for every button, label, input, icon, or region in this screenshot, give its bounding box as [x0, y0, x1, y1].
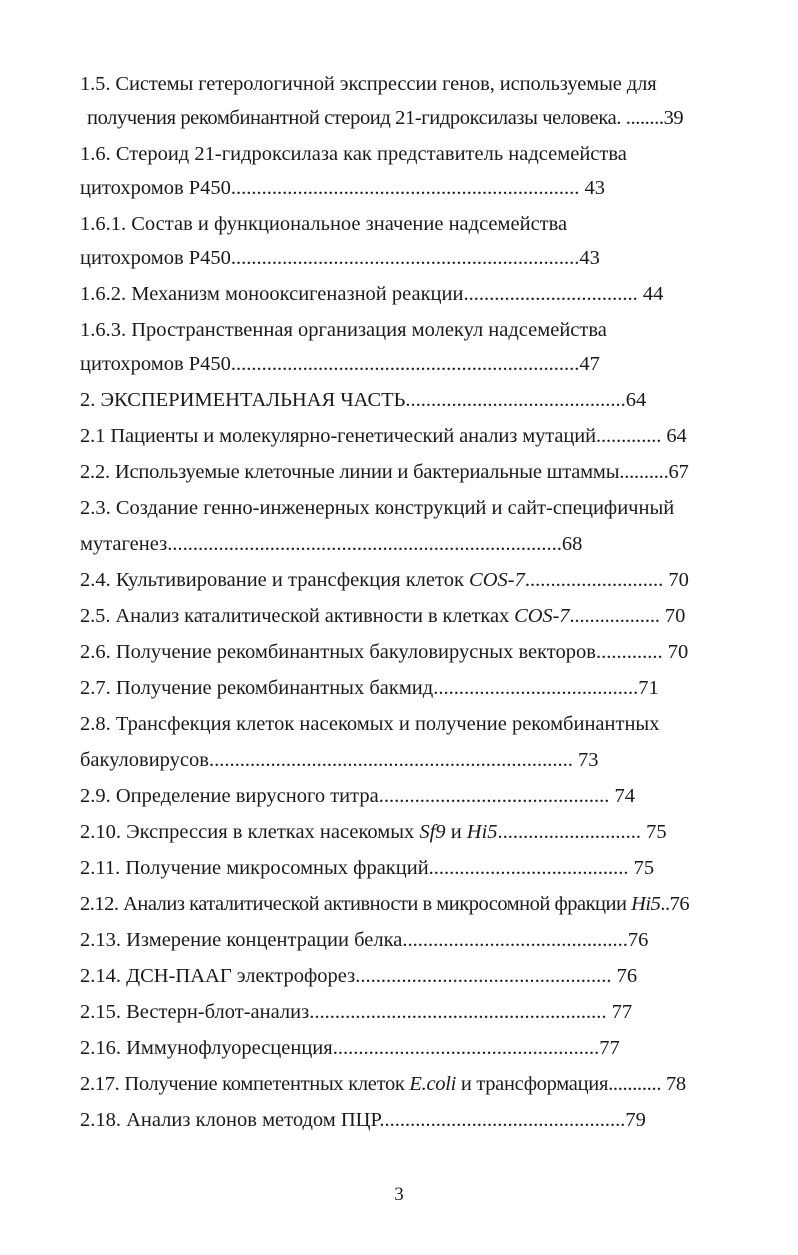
- toc-page-number: 75: [628, 857, 655, 879]
- toc-dot-leader: ..........: [619, 461, 669, 483]
- toc-entry-title: 2.18. Анализ клонов методом ПЦР.: [80, 1109, 385, 1131]
- toc-page-number: 77: [599, 1037, 620, 1059]
- toc-entry-emphasis: Hi5: [631, 893, 661, 915]
- toc-page-number: 74: [609, 785, 635, 807]
- toc-page-number: 70: [659, 605, 686, 627]
- toc-entry: [80, 994, 690, 1030]
- toc-entry: [80, 1030, 690, 1066]
- toc-entry-title: 2.4. Культивирование и трансфекция клеток: [80, 569, 470, 591]
- toc-page-number: 76: [627, 929, 649, 951]
- toc-entry-emphasis: COS-7: [469, 569, 525, 591]
- toc-entry-emphasis: Sf9: [419, 821, 446, 843]
- toc-entry-title: цитохромов Р450: [80, 177, 231, 199]
- toc-entry: [80, 886, 690, 922]
- toc-entry: [80, 136, 660, 172]
- toc-page-number: 79: [625, 1109, 646, 1131]
- toc-entry-title: 2.14. ДСН-ПААГ электрофорез: [80, 965, 356, 987]
- toc-entry-title: 2.2. Используемые клеточные линии и бактериальные штаммы: [80, 461, 620, 483]
- toc-entry: [80, 490, 690, 526]
- toc-entry: [80, 382, 690, 418]
- toc-entry: [80, 670, 690, 706]
- toc-entry-title: 2.13. Измерение концентрации белка: [80, 929, 403, 951]
- toc-page-number: 73: [572, 749, 599, 771]
- toc-entry: [80, 742, 690, 778]
- toc-dot-leader: .............: [595, 641, 663, 663]
- toc-dot-leader: ...........................: [524, 569, 664, 591]
- toc-dot-leader: ..................: [569, 605, 660, 627]
- toc-dot-leader: ...........................................: [405, 389, 626, 411]
- toc-dot-leader: ..................................................: [355, 965, 612, 987]
- toc-entry: [80, 958, 690, 994]
- toc-entry-title: 2.1 Пациенты и молекулярно-генетический анализ мутаций: [80, 425, 596, 447]
- toc-dot-leader: ...............................................: [384, 1109, 626, 1131]
- toc-entry-title: 1.6.2. Механизм монооксигеназной реакции: [80, 283, 464, 305]
- toc-entry-emphasis: E.coli: [409, 1073, 456, 1095]
- toc-dot-leader: ............................: [497, 821, 642, 843]
- toc-dot-leader: ............................................: [402, 929, 628, 951]
- toc-entry-title: 2.5. Анализ каталитической активности в клетках: [80, 605, 515, 627]
- toc-entry-title: 2.11. Получение микросомных фракций: [80, 857, 429, 879]
- toc-entry-title: 2. ЭКСПЕРИМЕНТАЛЬНАЯ ЧАСТЬ: [80, 389, 406, 411]
- toc-entry: [80, 778, 690, 814]
- toc-page-number: 70: [662, 641, 689, 663]
- toc-entry: [80, 170, 690, 206]
- toc-entry-title: 1.6.3. Пространственная организация молекул надсемейства: [80, 319, 607, 341]
- toc-entry: [80, 240, 690, 276]
- toc-page-number: 43: [579, 177, 606, 199]
- toc-dot-leader: ...........: [608, 1073, 662, 1095]
- toc-entry: [80, 312, 660, 348]
- toc-page-number: 68: [561, 533, 583, 555]
- toc-dot-leader: ..................................: [463, 283, 638, 305]
- toc-dot-leader: ........................................: [433, 677, 639, 699]
- toc-entry-title: 2.8. Трансфекция клеток насекомых и получение рекомбинантных: [80, 713, 660, 735]
- toc-entry-title-cont: и: [445, 821, 467, 843]
- toc-entry-title: мутагенез: [80, 533, 168, 555]
- toc-entry: [80, 562, 690, 598]
- toc-entry-title: 2.3. Создание генно-инженерных конструкций и сайт-специфичный: [80, 497, 675, 519]
- toc-page-number: 64: [661, 425, 687, 447]
- toc-entry: [80, 1066, 690, 1102]
- toc-dot-leader: ....................................................................: [230, 247, 580, 269]
- toc-entry: [80, 526, 690, 562]
- toc-page-number: 78: [661, 1073, 686, 1095]
- toc-entry: [80, 922, 690, 958]
- toc-entry: [80, 814, 690, 850]
- toc-page-number: 71: [638, 677, 659, 699]
- toc-entry-title: 2.16. Иммунофлуоресценция: [80, 1037, 333, 1059]
- toc-entry-title: 2.15. Вестерн-блот-анализ: [80, 1001, 310, 1023]
- toc-entry: [87, 100, 687, 136]
- toc-entry: [80, 206, 660, 242]
- toc-page-number: 67: [668, 461, 689, 483]
- toc-entry-emphasis: COS-7: [514, 605, 570, 627]
- toc-entry: [80, 418, 690, 454]
- toc-dot-leader: .......................................................................: [208, 749, 573, 771]
- toc-page-number: 64: [625, 389, 647, 411]
- toc-entry: [80, 1102, 690, 1138]
- toc-dot-leader: ..: [660, 893, 670, 915]
- toc-page-number: 43: [579, 247, 600, 269]
- toc-entry: [80, 66, 660, 102]
- toc-entry-title: 1.6.1. Состав и функциональное значение надсемейства: [80, 213, 568, 235]
- toc-entry: [80, 634, 690, 670]
- toc-entry: [80, 598, 690, 634]
- toc-dot-leader: ..........................................................: [309, 1001, 607, 1023]
- toc-page-number: 76: [611, 965, 638, 987]
- toc-dot-leader: ........: [621, 107, 664, 129]
- toc-dot-leader: ....................................................................: [230, 177, 580, 199]
- toc-page-number: 77: [606, 1001, 633, 1023]
- toc-dot-leader: .............................................: [378, 785, 610, 807]
- toc-page-number: 75: [641, 821, 667, 843]
- toc-entry: [80, 850, 690, 886]
- toc-entry-title: 2.6. Получение рекомбинантных бакуловирусных векторов: [80, 641, 596, 663]
- toc-entry-emphasis: Hi5: [466, 821, 498, 843]
- toc-entry-title: 2.17. Получение компетентных клеток: [80, 1073, 410, 1095]
- toc-entry-title: получения рекомбинантной стероид 21-гидроксилазы человека.: [87, 107, 622, 129]
- toc-entry-title: 1.6. Стероид 21-гидроксилаза как представитель надсемейства: [80, 143, 627, 165]
- toc-entry-title: 1.5. Системы гетерологичной экспрессии генов, используемые для: [80, 73, 657, 95]
- toc-dot-leader: ....................................................................: [230, 353, 580, 375]
- toc-entry-title: 2.7. Получение рекомбинантных бакмид: [80, 677, 434, 699]
- toc-page-number: 70: [663, 569, 689, 591]
- toc-entry-title: 2.12. Анализ каталитической активности в микросомной фракции: [80, 893, 632, 915]
- toc-dot-leader: ....................................................: [332, 1037, 600, 1059]
- toc-page-number: 44: [637, 283, 664, 305]
- toc-entry-title: цитохромов Р450: [80, 247, 231, 269]
- toc-entry-title: бакуловирусов: [80, 749, 209, 771]
- page-number: 3: [394, 1184, 404, 1205]
- toc-entry: [80, 454, 690, 490]
- toc-entry: [80, 346, 690, 382]
- toc-page-number: 39: [663, 107, 684, 129]
- toc-entry-title: 2.10. Экспрессия в клетках насекомых: [80, 821, 420, 843]
- toc-entry: [80, 276, 690, 312]
- toc-dot-leader: .......................................: [428, 857, 629, 879]
- toc-entry: [80, 706, 660, 742]
- toc-dot-leader: .............................................................................: [167, 533, 562, 555]
- toc-dot-leader: .............: [595, 425, 662, 447]
- toc-page-number: 47: [579, 353, 600, 375]
- toc-page-number: 76: [669, 893, 690, 915]
- toc-entry-title-cont: и трансформация: [456, 1073, 609, 1095]
- toc-entry-title: 2.9. Определение вирусного титра: [80, 785, 379, 807]
- toc-entry-title: цитохромов Р450: [80, 353, 231, 375]
